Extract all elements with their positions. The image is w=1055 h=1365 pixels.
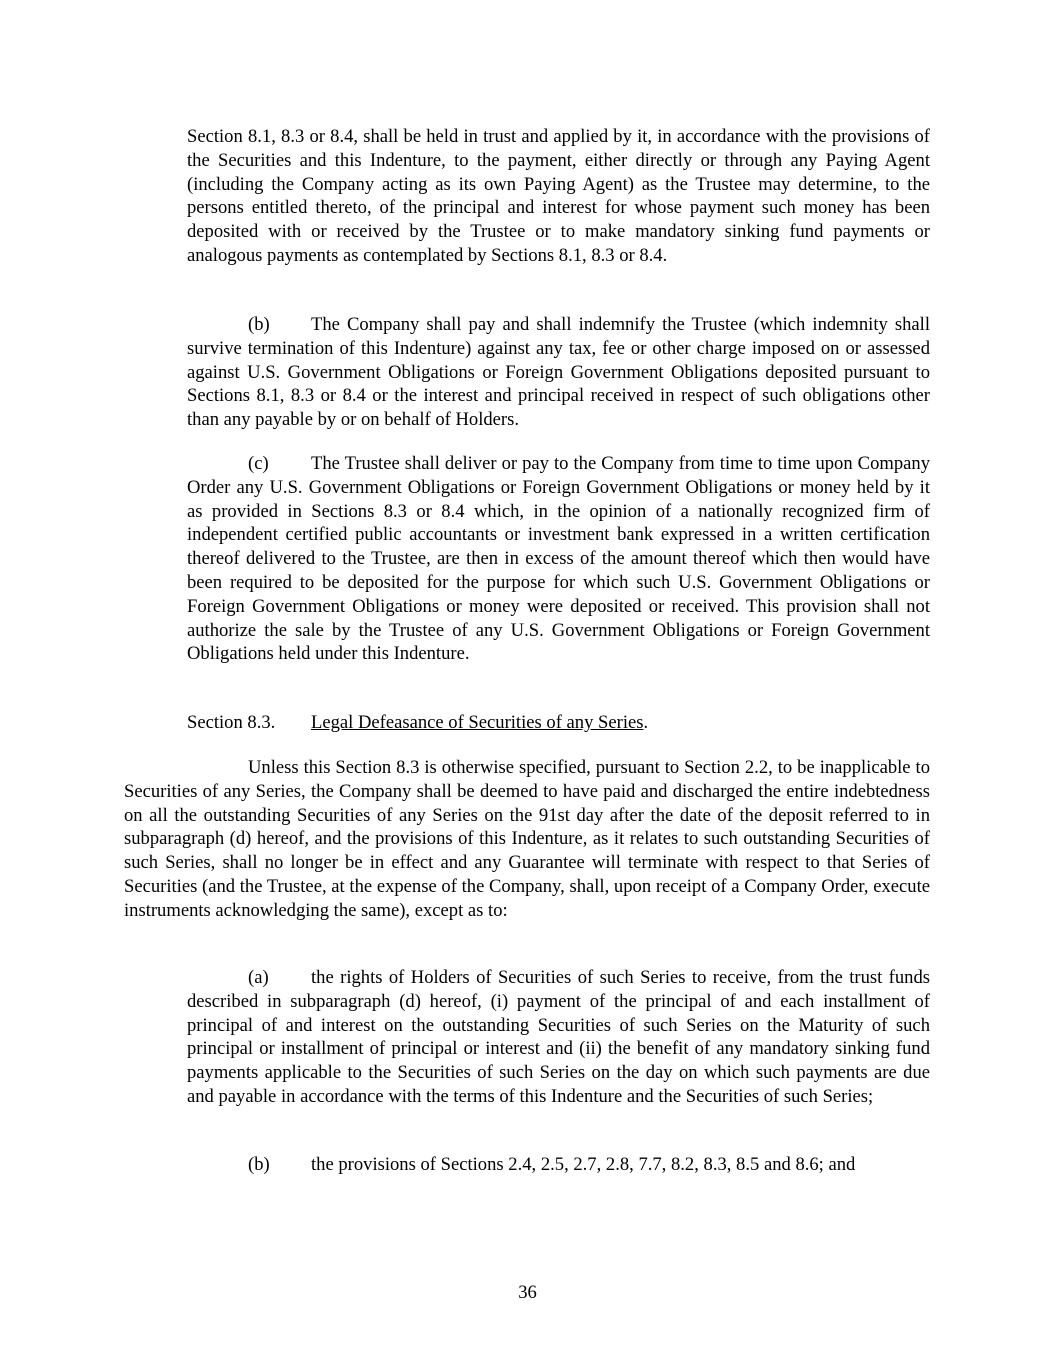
paragraph-b: [187, 313, 930, 432]
section-number: Section 8.3.: [187, 712, 276, 733]
page-number: 36: [518, 1282, 537, 1303]
paragraph-b-label: (b): [248, 314, 270, 335]
item-b: [187, 1153, 930, 1177]
item-b-text: the provisions of Sections 2.4, 2.5, 2.7, 2.8, 7.7, 8.2, 8.3, 8.5 and 8.6; and: [311, 1154, 856, 1175]
section-title-punct: .: [643, 712, 649, 733]
section-body: Unless this Section 8.3 is otherwise specified, pursuant to Section 2.2, to be inapplicable to Securities of any Series, the Company shall be deemed to have paid and discharged the entire indebtedness on all the outstanding Securities of any Series on the 91st day after the date of the deposit referred to in subparagraph (d) hereof, and the provisions of this Indenture, as it relates to such outstanding Securities of such Series, shall no longer be in effect and any Guarantee will terminate with respect to that Series of Securities (and the Trustee, at the expense of the Company, shall, upon receipt of a Company Order, execute instruments acknowledging the same), except as to:: [124, 757, 930, 921]
paragraph-c-label: (c): [248, 453, 269, 474]
section-title: Legal Defeasance of Securities of any Series: [311, 712, 644, 733]
item-a: [187, 966, 930, 1109]
paragraph-b-text: The Company shall pay and shall indemnify the Trustee (which indemnity shall survive termination of this Indenture) against any tax, fee or other charge imposed on or assessed against U.S. Government Obligations or Foreign Government Obligations deposited pursuant to Sections 8.1, 8.3 or 8.4 or the interest and principal received in respect of such obligations other than any payable by or on behalf of Holders.: [187, 314, 930, 431]
paragraph-c-text: The Trustee shall deliver or pay to the Company from time to time upon Company Order any U.S. Government Obligations or Foreign Government Obligations or money held by it as provided in Sections 8.3 or 8.4 which, in the opinion of a nationally recognized firm of independent certified public accountants or investment bank expressed in a written certification thereof delivered to the Trustee, are then in excess of the amount thereof which then would have been required to be deposited for the purpose for which such U.S. Government Obligations or Foreign Government Obligations or money were deposited or received. This provision shall not authorize the sale by the Trustee of any U.S. Government Obligations or Foreign Government Obligations held under this Indenture.: [187, 453, 930, 665]
section-heading: [187, 711, 648, 735]
paragraph-c: [187, 452, 930, 666]
item-a-label: (a): [248, 967, 269, 988]
item-b-label: (b): [248, 1154, 270, 1175]
item-a-text: the rights of Holders of Securities of such Series to receive, from the trust funds described in subparagraph (d) hereof, (i) payment of the principal of and each installment of principal of and interest on the outstanding Securities of such Series on the Maturity of such principal or installment of principal or interest and (ii) the benefit of any mandatory sinking fund payments applicable to the Securities of such Series on the day on which such payments are due and payable in accordance with the terms of this Indenture and the Securities of such Series;: [187, 967, 930, 1107]
continuation-paragraph: Section 8.1, 8.3 or 8.4, shall be held in trust and applied by it, in accordance with the provisions of the Securities and this Indenture, to the payment, either directly or through any Paying Agent (including the Company acting as its own Paying Agent) as the Trustee may determine, to the persons entitled thereto, of the principal and interest for whose payment such money has been deposited with or received by the Trustee or to make mandatory sinking fund payments or analogous payments as contemplated by Sections 8.1, 8.3 or 8.4.: [187, 126, 930, 266]
